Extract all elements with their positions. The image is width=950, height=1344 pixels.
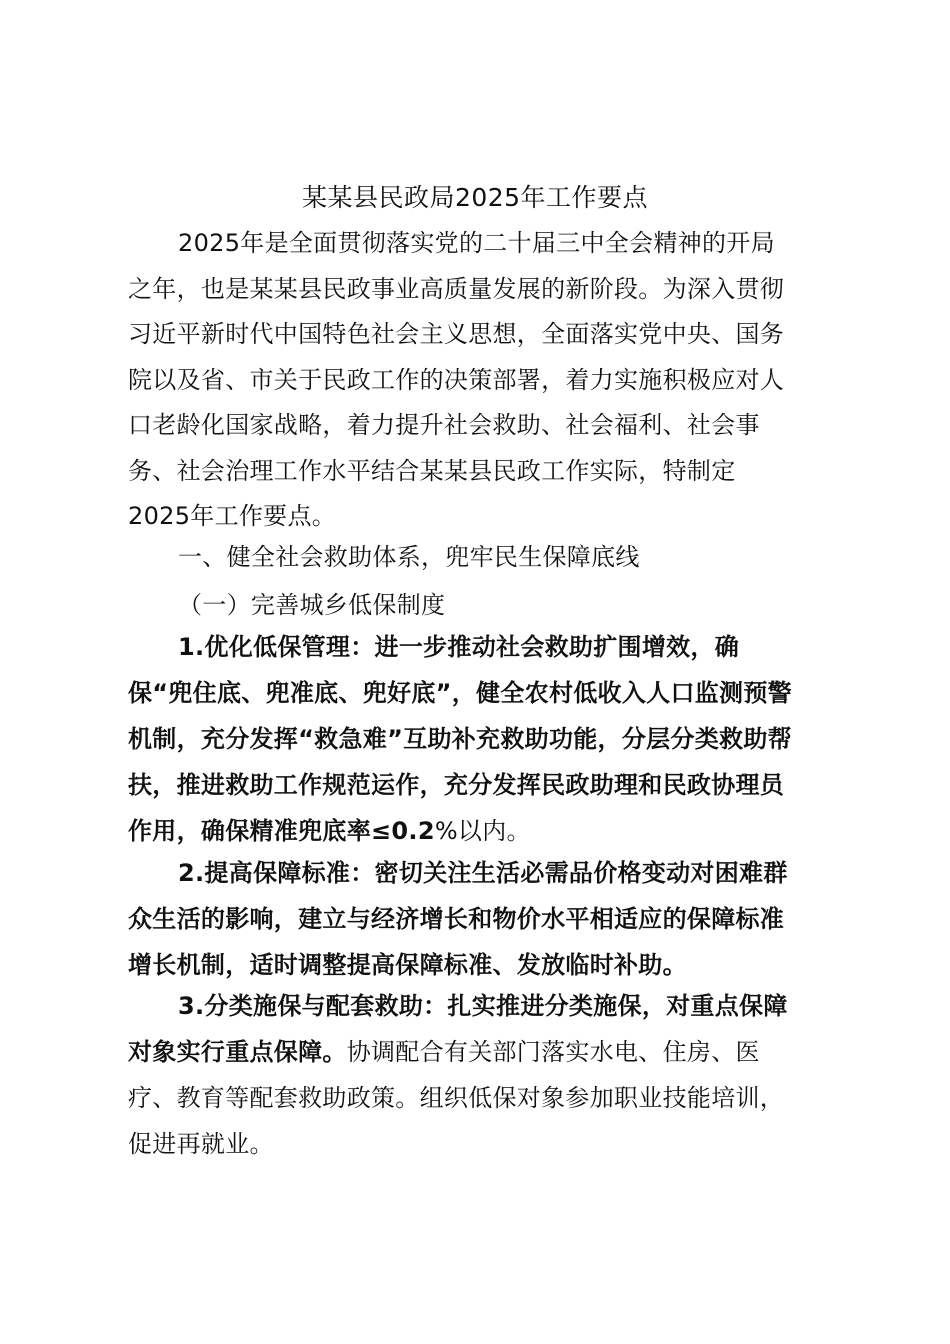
subsection-heading-text: （一）完善城乡低保制度 [178, 591, 446, 619]
list-item-2 [128, 850, 828, 988]
item-line: 2.提高保障标准：密切关注生活必需品价格变动对困难群 [178, 859, 788, 887]
intro-line: 口老龄化国家战略，着力提升社会救助、社会福利、社会事 [128, 411, 760, 439]
item-line: 3.分类施保与配套救助：扎实推进分类施保，对重点保障 [178, 992, 788, 1020]
item-line: 机制，充分发挥“救急难”互助补充救助功能，分层分类救助帮 [128, 725, 792, 753]
intro-line: 院以及省、市关于民政工作的决策部署，着力实施积极应对人 [128, 365, 785, 394]
item-line [128, 808, 828, 854]
item-line: 1.优化低保管理：进一步推动社会救助扩围增效，确 [178, 633, 740, 661]
list-item-1 [128, 624, 828, 854]
section-heading-text: 一、健全社会救助体系，兜牢民生保障底线 [178, 543, 640, 571]
item-line: 增长机制，适时调整提高保障标准、发放临时补助。 [128, 951, 687, 979]
item-line-normal: %以内。 [434, 817, 531, 845]
intro-line: 之年，也是某某县民政事业高质量发展的新阶段。为深入贯彻 [128, 274, 785, 303]
item-line-normal: 协调配合有关部门落实水电、住房、医 [346, 1038, 760, 1066]
document-title: 某某县民政局2025年工作要点 [301, 183, 649, 212]
section-heading [128, 535, 828, 581]
subsection-heading [128, 583, 828, 629]
item-line: 保“兜住底、兜准底、兜好底”，健全农村低收入人口监测预警 [128, 679, 792, 707]
intro-line: 2025年是全面贯彻落实党的二十届三中全会精神的开局 [178, 229, 775, 257]
item-line: 扶，推进救助工作规范运作，充分发挥民政助理和民政协理员 [128, 771, 785, 799]
intro-line: 2025年工作要点。 [128, 502, 337, 530]
intro-line: 务、社会治理工作水平结合某某县民政工作实际，特制定 [128, 456, 736, 485]
item-line [128, 1029, 828, 1075]
item-line-bold: 对象实行重点保障。 [128, 1038, 347, 1066]
item-line: 促进再就业。 [128, 1130, 274, 1158]
item-line-bold: 作用，确保精准兜底率≤0.2 [128, 817, 435, 845]
item-line: 众生活的影响，建立与经济增长和物价水平相适应的保障标准 [128, 905, 785, 933]
list-item-3 [128, 983, 828, 1167]
item-line: 疗、教育等配套救助政策。组织低保对象参加职业技能培训， [128, 1084, 785, 1112]
intro-paragraph [128, 221, 828, 540]
intro-line: 习近平新时代中国特色社会主义思想，全面落实党中央、国务 [128, 320, 785, 348]
